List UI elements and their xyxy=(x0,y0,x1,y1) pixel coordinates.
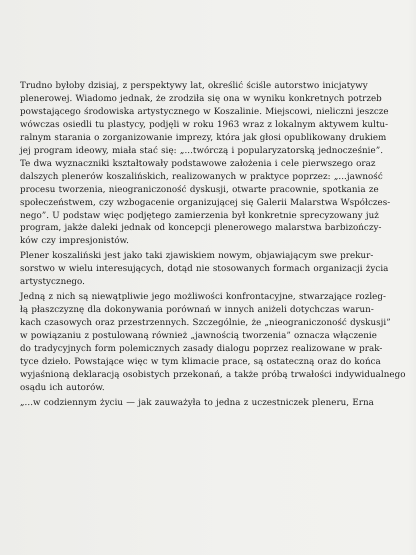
text-line: Trudno byłoby dzisiaj, z perspektywy lat, określić ściśle autorstwo inicjatywy xyxy=(20,81,368,91)
text-line: ralnym starania o zorganizowanie imprezy, która jak głosi opublikowany drukiem xyxy=(20,132,387,143)
text-line: artystycznego. xyxy=(20,277,86,288)
document-body xyxy=(20,80,406,410)
text-line: nego”. U podstaw więc podjętego zamierzenia był konkretnie sprecyzowany już xyxy=(20,210,379,221)
text-line: plenerowej. Wiadomo jednak, że zrodziła się ona w wyniku konkretnych potrzeb xyxy=(20,93,382,104)
text-line: Jedną z nich są niewątpliwie jego możliwości konfrontacyjne, stwarzające rozleg- xyxy=(20,292,387,303)
text-line: powstającego środowiska artystycznego w Koszalinie. Miejscowi, nieliczni jeszcze xyxy=(20,106,389,117)
text-line: dalszych plenerów koszalińskich, realizowanych w praktyce poprzez: „...jawność xyxy=(20,171,383,182)
text-line: Te dwa wyznaczniki kształtowały podstawowe założenia i cele pierwszego oraz xyxy=(20,158,376,169)
text-line: społeczeństwem, czy wzbogacenie organizującej się Galerii Malarstwa Współczes- xyxy=(20,197,391,208)
text-line: jej program ideowy, miała stać się: „...twórczą i popularyzatorską jednocześnie”. xyxy=(20,145,384,156)
text-line: osądu ich autorów. xyxy=(20,382,105,393)
text-line: wyjaśnioną deklaracją osobistych przekonań, a także próbą trwałości indywidualnego xyxy=(20,369,406,380)
text-line: do tradycyjnych form polemicznych zasady dialogu poprzez realizowane w prak- xyxy=(20,344,383,355)
text-line: Plener koszaliński jest jako taki zjawiskiem nowym, objawiającym swe prekur- xyxy=(20,251,374,262)
text-line: tyce dzieło. Powstające więc w tym klimacie prace, są ostateczną oraz do końca xyxy=(20,357,381,368)
text-line: ków czy impresjonistów. xyxy=(20,236,129,247)
text-line: sorstwo w wielu interesujących, dotąd nie stosowanych formach organizacji życia xyxy=(20,264,389,275)
text-line: program, jakże daleki jednak od koncepcji plenerowego malarstwa barbizończy- xyxy=(20,223,382,234)
text-line: „...w codziennym życiu — jak zauważyła to jedna z uczestniczek pleneru, Erna xyxy=(20,397,374,408)
text-line: kach czasowych oraz przestrzennych. Szczególnie, że „nieograniczoność dyskusji” xyxy=(20,318,391,329)
text-line: procesu tworzenia, nieograniczoność dyskusji, otwarte pracownie, spotkania ze xyxy=(20,184,379,195)
text-line: łą płaszczyznę dla dokonywania porównań w innych aniżeli dotychczas warun- xyxy=(20,305,374,316)
page-edge-shadow xyxy=(408,0,416,555)
text-line: wówczas osiedli tu plastycy, podjęli w roku 1963 wraz z lokalnym aktywem kultu- xyxy=(20,119,389,130)
text-line: w powiązaniu z postulowaną również „jawnością tworzenia” oznacza włączenie xyxy=(20,331,377,342)
